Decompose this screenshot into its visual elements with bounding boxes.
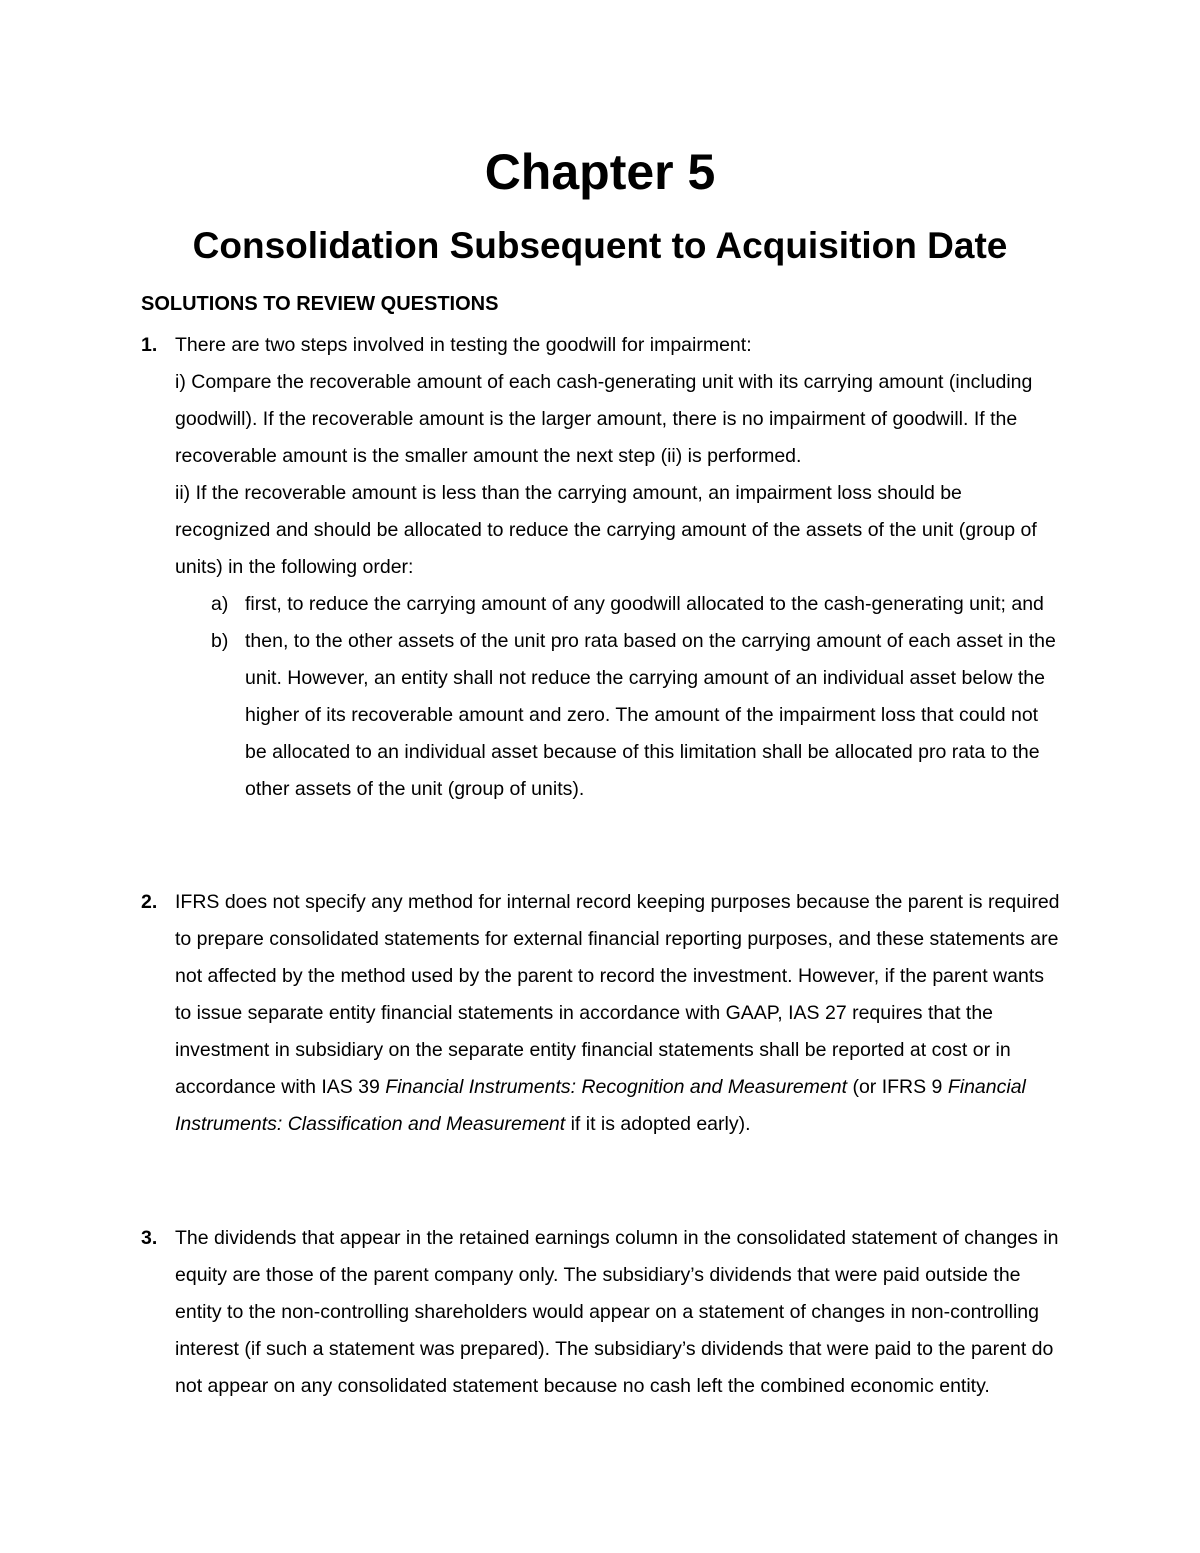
answer-body <box>175 327 1061 808</box>
chapter-title: Chapter 5 <box>484 144 716 200</box>
answer-body <box>175 884 1061 1143</box>
standard-title-ifrs9: Financial Instruments: Classification and Measurement <box>175 1076 1026 1135</box>
chapter-subtitle: Consolidation Subsequent to Acquisition Date <box>192 225 1008 266</box>
answer-paragraph: The dividends that appear in the retained earnings column in the consolidated statement of changes in equity are those of the parent company only. The subsidiary’s dividends that were paid outside the entity to the non-controlling shareholders would appear on a statement of changes in non-controlling interest (if such a statement was prepared). The subsidiary’s dividends that were paid to the parent do not appear on any consolidated statement because no cash left the combined economic entity. <box>175 1227 1059 1397</box>
list-item-marker: b) <box>211 630 229 652</box>
answer-intro: There are two steps involved in testing the goodwill for impairment: <box>175 334 752 356</box>
standard-title-ias39: Financial Instruments: Recognition and Measurement <box>385 1076 848 1098</box>
answer-text: if it is adopted early). <box>565 1113 751 1135</box>
step-ii-text: ii) If the recoverable amount is less than the carrying amount, an impairment loss should be recognized and should be allocated to reduce the carrying amount of the assets of the unit (group of units) in the following order: <box>175 482 1037 578</box>
list-item-text: first, to reduce the carrying amount of any goodwill allocated to the cash-generating unit; and <box>245 593 1044 615</box>
answer-text: IFRS does not specify any method for internal record keeping purposes because the parent is required to prepare consolidated statements for external financial reporting purposes, and these statements are not affected by the method used by the parent to record the investment. However, if the parent wants to issue separate entity financial statements in accordance with GAAP, IAS 27 requires that the investment in subsidiary on the separate entity financial statements shall be reported at cost or in accordance with IAS 39 <box>175 891 1060 1098</box>
answer-number: 1. <box>141 334 158 356</box>
list-item-text: then, to the other assets of the unit pro rata based on the carrying amount of each asset in the unit. However, an entity shall not reduce the carrying amount of an individual asset below the higher of its recoverable amount and zero. The amount of the impairment loss that could not be allocated to an individual asset because of this limitation shall be allocated pro rata to the other assets of the unit (group of units). <box>245 630 1056 800</box>
list-item <box>175 623 1061 808</box>
answer-3 <box>141 1220 1061 1405</box>
answer-2 <box>141 884 1061 1143</box>
answer-1 <box>141 327 1061 808</box>
section-heading: SOLUTIONS TO REVIEW QUESTIONS <box>141 293 499 315</box>
list-item-marker: a) <box>211 593 229 615</box>
answer-number: 2. <box>141 891 158 913</box>
answer-body <box>175 1220 1061 1405</box>
allocation-order-list <box>175 586 1061 808</box>
answer-number: 3. <box>141 1227 158 1249</box>
answer-paragraph <box>175 884 1061 1143</box>
list-item <box>175 586 1061 623</box>
answer-text: (or IFRS 9 <box>847 1076 948 1098</box>
step-i-text: i) Compare the recoverable amount of each cash-generating unit with its carrying amount (including goodwill). If the recoverable amount is the larger amount, there is no impairment of goodwill. If the recoverable amount is the smaller amount the next step (ii) is performed. <box>175 371 1033 467</box>
